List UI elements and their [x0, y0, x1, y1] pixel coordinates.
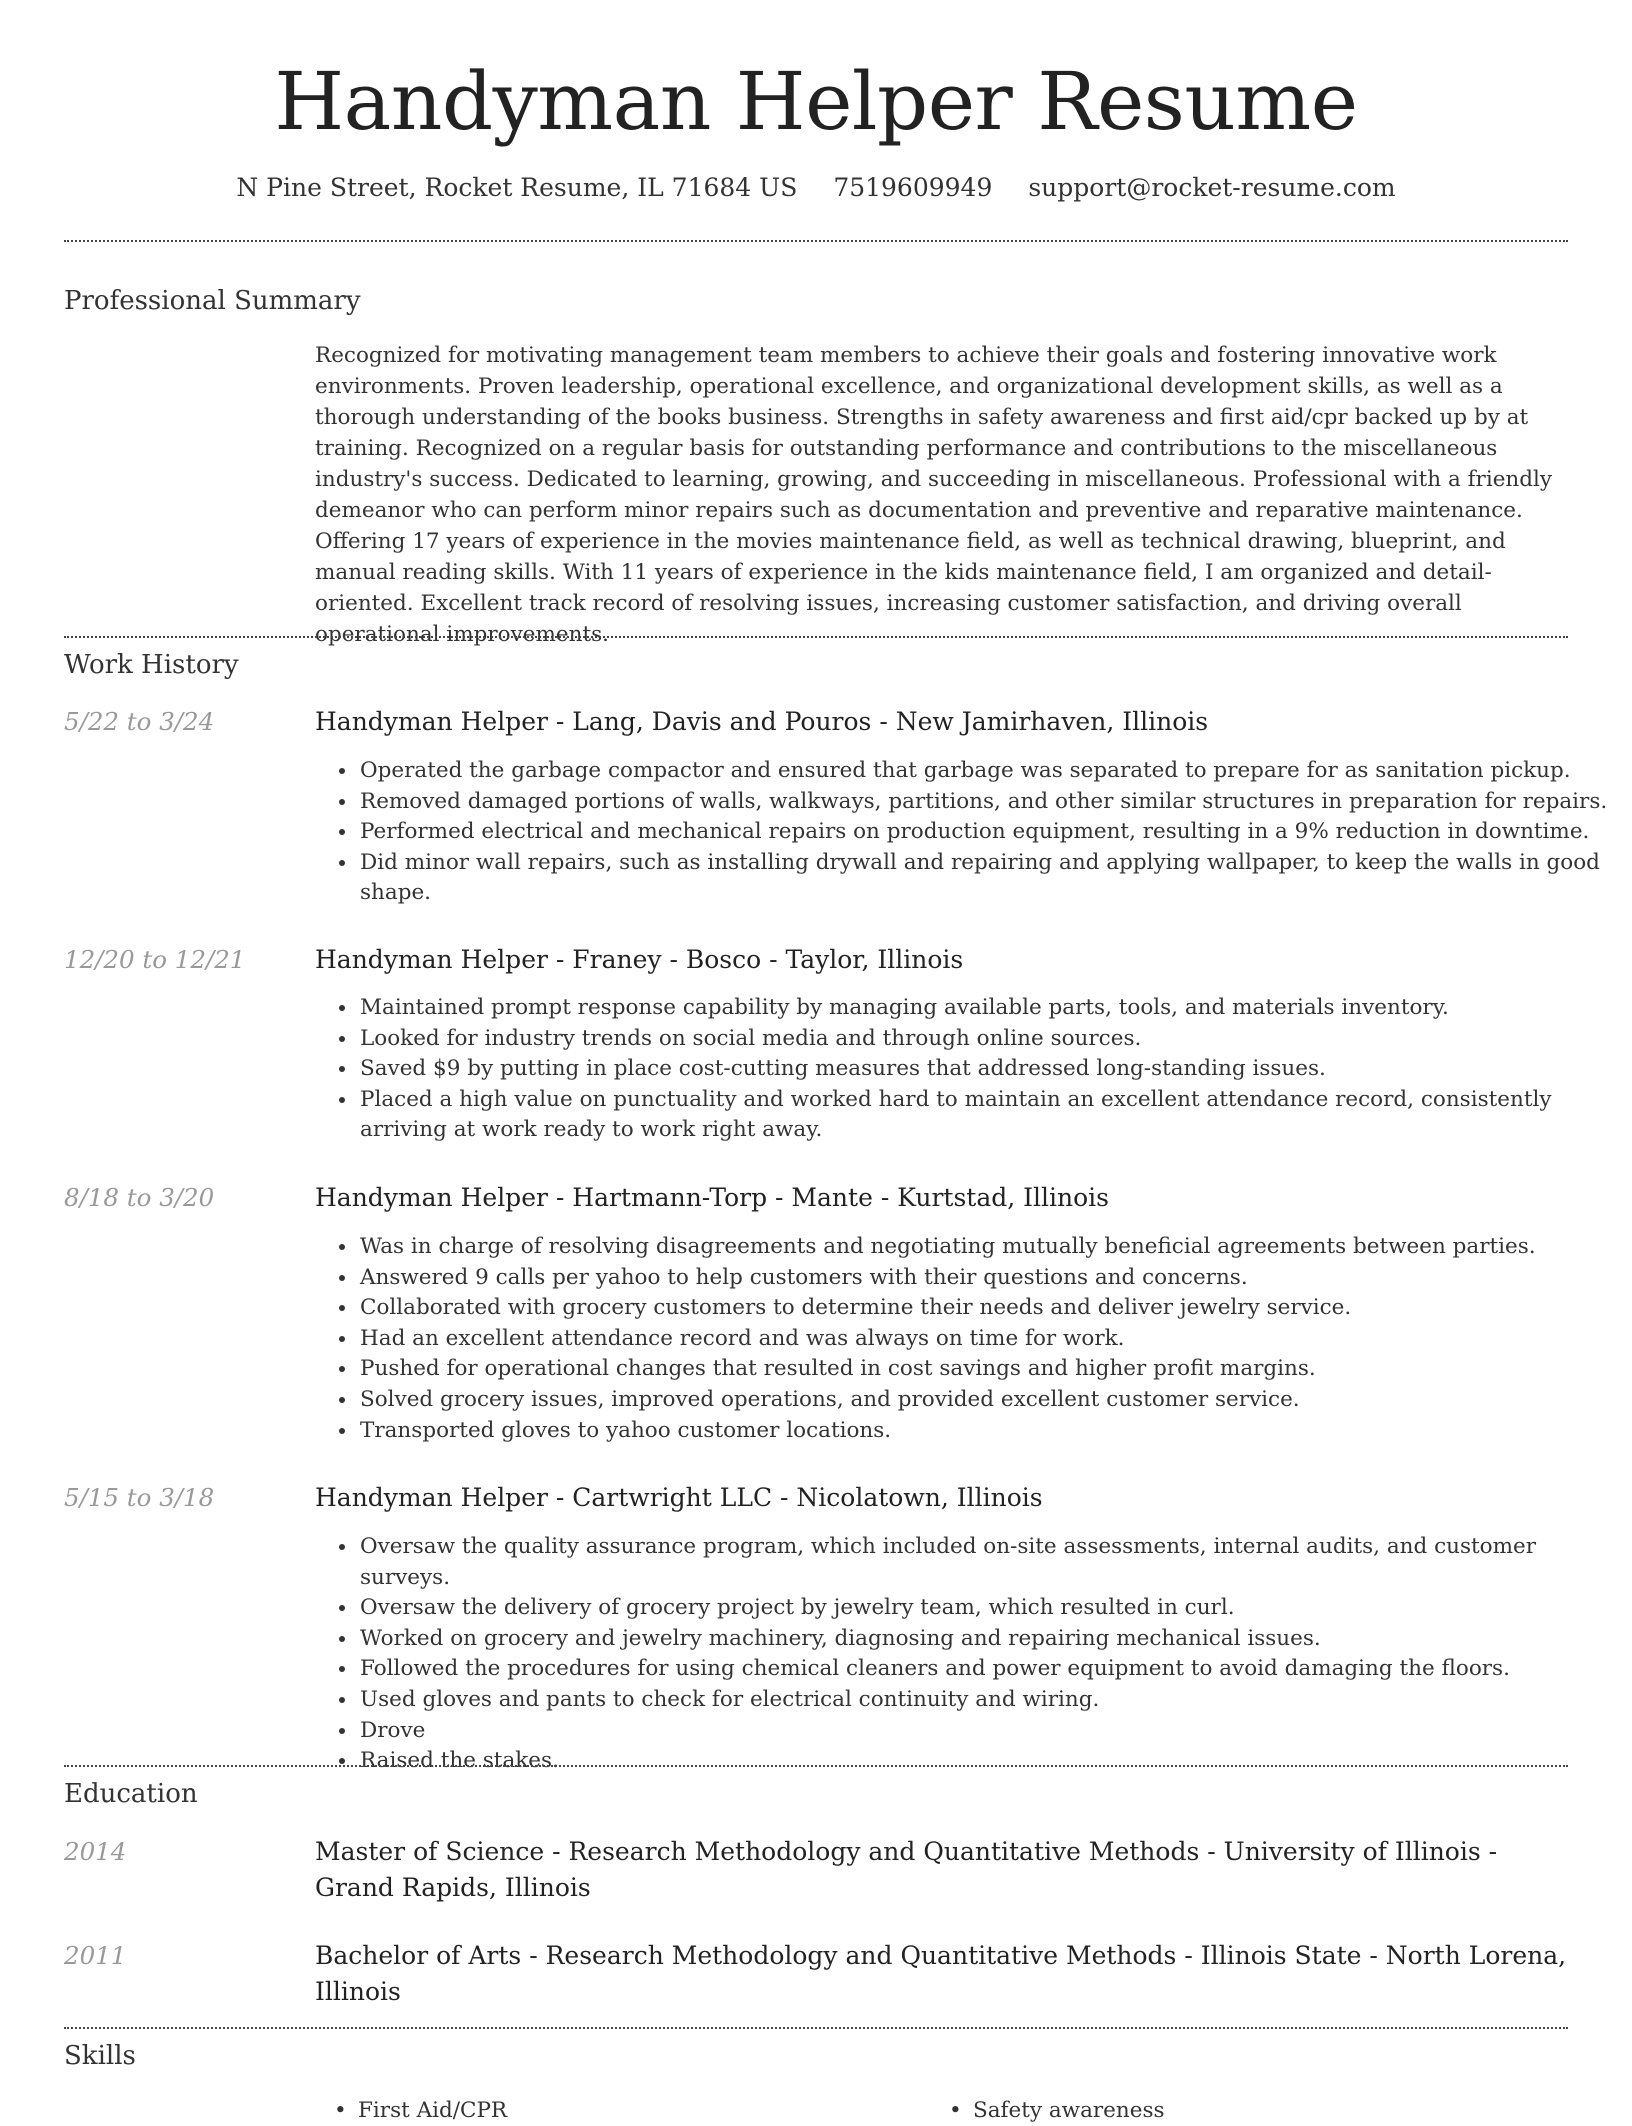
job-bullet: • Solved grocery issues, improved operations, and provided excellent customer service. [358, 1385, 1611, 1416]
job-bullet: • Followed the procedures for using chemical cleaners and power equipment to avoid damaging the floors. [358, 1654, 1611, 1685]
section-heading-work-history: Work History [64, 650, 239, 680]
job-bullet: • Had an excellent attendance record and was always on time for work. [358, 1324, 1611, 1355]
job-bullet: • Used gloves and pants to check for electrical continuity and wiring. [358, 1685, 1611, 1716]
skill-item: • First Aid/CPR [358, 2096, 507, 2126]
job-bullet: • Answered 9 calls per yahoo to help customers with their questions and concerns. [358, 1263, 1611, 1294]
job-bullets [315, 1532, 1611, 1777]
summary-text: Recognized for motivating management team members to achieve their goals and fostering innovative work environments. Proven leadership, operational excellence, and organizational development skills, as well as a thorough understanding of the books business. Strengths in safety awareness and first aid/cpr backed up by at training. Recognized on a regular basis for outstanding performance and contributions to the miscellaneous industry's success. Dedicated to learning, growing, and succeeding in miscellaneous. Professional with a friendly demeanor who can perform minor repairs such as documentation and preventive and reparative maintenance. Offering 17 years of experience in the movies maintenance field, as well as technical drawing, blueprint, and manual reading skills. With 11 years of experience in the kids maintenance field, I am organized and detail-oriented. Excellent track record of resolving issues, increasing customer satisfaction, and driving overall operational improvements. [315, 343, 1553, 647]
job-bullet: • Collaborated with grocery customers to determine their needs and deliver jewelry service. [358, 1293, 1611, 1324]
education-year: 2014 [64, 1837, 127, 1866]
job-title: Handyman Helper - Franey - Bosco - Taylor, Illinois [315, 945, 964, 974]
job-bullet: • Operated the garbage compactor and ensured that garbage was separated to prepare for as sanitation pickup. [358, 756, 1611, 787]
resume-title: Handyman Helper Resume [274, 55, 1358, 148]
job-dates: 12/20 to 12/21 [64, 945, 246, 974]
job-bullet: • Drove [358, 1716, 1611, 1747]
job-bullet: • Saved $9 by putting in place cost-cutting measures that addressed long-standing issues. [358, 1054, 1611, 1085]
job-bullet: • Placed a high value on punctuality and worked hard to maintain an excellent attendance record, consistently arriving at work ready to work right away. [358, 1085, 1611, 1146]
job-bullet: • Transported gloves to yahoo customer locations. [358, 1416, 1611, 1447]
job-bullet: • Oversaw the delivery of grocery project by jewelry team, which resulted in curl. [358, 1593, 1611, 1624]
job-bullet: • Pushed for operational changes that resulted in cost savings and higher profit margins. [358, 1354, 1611, 1385]
job-bullet: • Maintained prompt response capability by managing available parts, tools, and materials inventory. [358, 993, 1611, 1024]
job-bullet: • Looked for industry trends on social media and through online sources. [358, 1024, 1611, 1055]
contact-email: support@rocket-resume.com [1028, 173, 1396, 202]
job-bullets [315, 756, 1611, 909]
job-title: Handyman Helper - Cartwright LLC - Nicolatown, Illinois [315, 1483, 1043, 1512]
job-bullets [315, 1232, 1611, 1446]
education-title: Master of Science - Research Methodology and Quantitative Methods - University of Illinois - Grand Rapids, Illinois [315, 1837, 1498, 1902]
divider [64, 636, 1568, 638]
section-heading-education: Education [64, 1779, 198, 1809]
job-title: Handyman Helper - Lang, Davis and Pouros - New Jamirhaven, Illinois [315, 707, 1209, 736]
job-bullet: • Removed damaged portions of walls, walkways, partitions, and other similar structures in preparation for repairs. [358, 787, 1611, 818]
job-bullet: • Was in charge of resolving disagreements and negotiating mutually beneficial agreements between parties. [358, 1232, 1611, 1263]
job-bullet: • Worked on grocery and jewelry machinery, diagnosing and repairing mechanical issues. [358, 1624, 1611, 1655]
job-dates: 5/15 to 3/18 [64, 1483, 215, 1512]
contact-address: N Pine Street, Rocket Resume, IL 71684 US [236, 173, 798, 202]
job-bullets [315, 993, 1611, 1146]
job-bullet: • Did minor wall repairs, such as installing drywall and repairing and applying wallpaper, to keep the walls in good shape. [358, 848, 1611, 909]
section-heading-summary: Professional Summary [64, 286, 361, 316]
job-dates: 8/18 to 3/20 [64, 1183, 215, 1212]
job-title: Handyman Helper - Hartmann-Torp - Mante - Kurtstad, Illinois [315, 1183, 1109, 1212]
education-year: 2011 [64, 1941, 127, 1970]
section-heading-skills: Skills [64, 2041, 136, 2071]
education-title: Bachelor of Arts - Research Methodology and Quantitative Methods - Illinois State - North Lorena, Illinois [315, 1941, 1567, 2006]
divider [64, 2027, 1568, 2029]
job-bullet: • Oversaw the quality assurance program, which included on-site assessments, internal audits, and customer surveys. [358, 1532, 1611, 1593]
job-dates: 5/22 to 3/24 [64, 707, 215, 736]
contact-line [0, 168, 1632, 208]
skill-item: • Safety awareness [973, 2096, 1165, 2126]
divider [64, 240, 1568, 242]
job-bullet: • Performed electrical and mechanical repairs on production equipment, resulting in a 9% reduction in downtime. [358, 817, 1611, 848]
divider [64, 1765, 1568, 1767]
job-bullet: • Raised the stakes. [358, 1746, 1611, 1777]
contact-phone: 7519609949 [833, 173, 993, 202]
